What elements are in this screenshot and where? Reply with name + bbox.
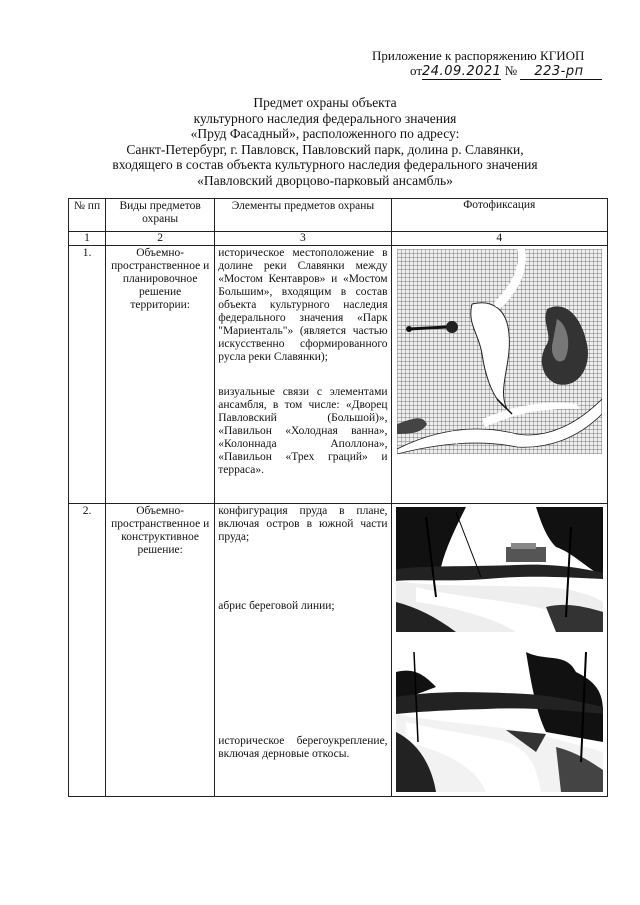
element-text: визуальные связи с элементами ансамбля, в том числе: «Дворец Павловский (Большой)», «Павильон «Холодная ванна», «Колоннада Аполлона», «Павильон «Трех граций» и терраса». (218, 386, 388, 476)
appendix-text: Приложение к распоряжению КГИОП (372, 48, 585, 63)
table-row (69, 246, 608, 504)
element-text: абрис береговой линии; (218, 600, 335, 612)
header-photo: Фотофиксация (391, 199, 607, 232)
element-text: историческое берегоукрепление, включая дерновые откосы. (218, 735, 388, 760)
handwritten-date: 24.09.2021 (422, 64, 502, 79)
document-title (60, 95, 590, 189)
row-type: Объемно-пространственное и конструктивное решение: (106, 504, 215, 797)
header-elements: Элементы предметов охраны (215, 199, 391, 232)
element-text: конфигурация пруда в плане, включая остров в южной части пруда; (218, 505, 388, 543)
column-number: 3 (215, 232, 391, 246)
row-number: 1. (69, 246, 106, 504)
row-number: 2. (69, 504, 106, 797)
column-number-row (69, 232, 608, 246)
date-number-line (372, 63, 602, 80)
appendix-header (372, 48, 602, 80)
title-line: «Павловский дворцово-парковый ансамбль» (197, 172, 453, 188)
row-elements (215, 504, 391, 797)
shoreline-winter-photo (396, 652, 603, 792)
column-number: 4 (391, 232, 607, 246)
title-line: Предмет охраны объекта (253, 95, 397, 110)
row-elements (215, 246, 391, 504)
pond-winter-photo (396, 507, 603, 632)
title-line: культурного наследия федерального значения (193, 110, 457, 126)
title-line: «Пруд Фасадный», расположенного по адресу: (190, 126, 460, 142)
row-photo (391, 504, 607, 797)
header-type: Виды предметов охраны (106, 199, 215, 232)
protection-table (68, 198, 608, 797)
row-type: Объемно-пространственное и планировочное решение территории: (106, 246, 215, 504)
from-label: от (410, 63, 423, 78)
table-header-row (69, 199, 608, 232)
title-line: Санкт-Петербург, г. Павловск, Павловский парк, долина р. Славянки, (126, 141, 524, 157)
handwritten-number: 223-рп (520, 64, 601, 80)
column-number: 2 (106, 232, 215, 246)
column-number: 1 (69, 232, 106, 246)
element-text: историческое местоположение в долине реки Славянки между «Мостом Кентавров» и «Мостом Большим», входящим в состав объекта культурного наследия федерального значения «Парк "Мариенталь"» (является частью искусственно сформированного русла реки Славянки); (218, 247, 388, 363)
number-label: № (504, 63, 518, 78)
title-line: входящего в состав объекта культурного наследия федерального значения (112, 157, 538, 173)
table-row (69, 504, 608, 797)
row-photo (391, 246, 607, 504)
site-map-photo (397, 249, 602, 454)
header-number: № пп (69, 199, 106, 232)
